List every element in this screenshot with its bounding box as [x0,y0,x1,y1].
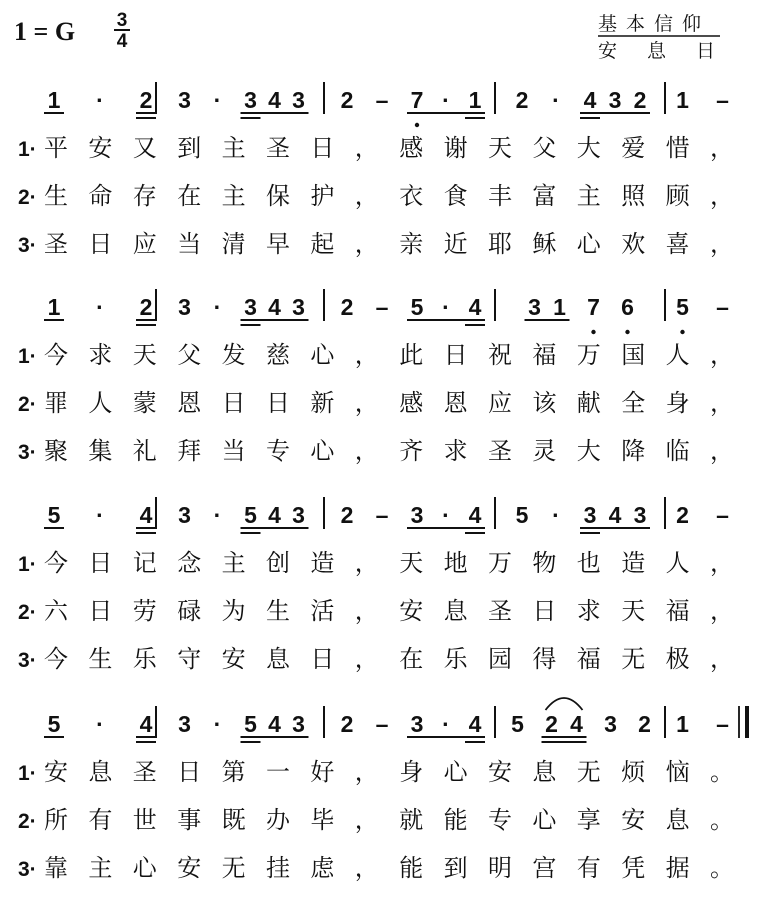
lyric-char: 人 [88,389,113,417]
lyric-char: ， [710,134,734,162]
note: 3 [292,87,305,113]
category-label: 基本信仰 [598,13,711,35]
lyric-char: 到 [177,134,202,162]
lyric-char: 丰 [488,182,512,210]
lyric-char: 身 [665,389,690,417]
lyric-char: 齐 [399,437,424,465]
lyric-char: 慈 [266,341,290,369]
lyric-char: 圣 [132,758,157,786]
lyric-char: 心 [310,437,335,465]
lyric-char: 息 [532,758,557,786]
lyric-char: 。 [710,854,734,882]
note: 1 [468,87,482,113]
lyric-char: 生 [266,597,290,625]
lyric-char: ， [354,134,379,162]
octave-down-dot [415,123,419,127]
lyric-char: 今 [44,645,68,673]
lyric-char: ， [354,230,379,258]
lyric-char: ， [354,437,379,465]
note: 2 [340,294,354,320]
lyric-char: 爱 [621,134,646,162]
sustain-dash: – [375,87,389,113]
lyric-char: 发 [221,341,246,369]
lyric-char: 天 [399,549,424,577]
lyric-char: 今 [44,341,68,369]
verse-number: 2· [18,186,37,209]
verse-number: 2· [18,810,37,833]
lyric-char: 谢 [443,134,468,162]
lyric-char: 罪 [44,389,68,417]
lyric-char: 圣 [488,597,512,625]
note: 3 [178,711,191,737]
lyric-char: 国 [621,341,646,369]
lyric-char: 献 [576,389,601,417]
lyric-char: 稣 [532,230,557,258]
note: 6 [621,294,634,320]
lyric-char: 六 [44,597,68,625]
lyric-char: 亲 [399,230,424,258]
note: 4 [268,87,281,113]
lyric-char: 宫 [532,854,557,882]
lyric-char: 父 [532,134,557,162]
sustain-dash: – [375,502,389,528]
lyric-char: 惜 [665,134,690,162]
note: 4 [268,294,281,320]
lyric-char: 世 [132,806,157,834]
lyric-char: 食 [443,182,468,210]
lyric-char: 碌 [177,597,202,625]
lyric-char: 无 [221,854,246,882]
verse-number: 3· [18,441,37,464]
lyric-char: 蒙 [132,389,157,417]
dot-augmentation: · [96,294,104,320]
lyric-char: 得 [532,645,557,673]
note: 3 [583,502,597,528]
lyric-char: 护 [310,182,335,210]
note: 5 [515,502,529,528]
lyric-char: 起 [310,230,335,258]
lyric-char: 到 [443,854,468,882]
lyric-char: 日 [310,134,335,162]
note: 4 [268,711,281,737]
note: 3 [244,294,257,320]
lyric-char: 乐 [443,645,468,673]
lyric-char: 享 [576,806,601,834]
verse-number: 1· [18,345,37,368]
note: 3 [292,711,305,737]
lyric-char: ， [710,341,734,369]
dot-augmentation: · [96,711,104,737]
lyric-char: 集 [88,437,113,465]
lyric-char: 日 [266,389,290,417]
sustain-dash: – [716,294,729,320]
lyric-char: 日 [88,230,113,258]
lyric-char: 心 [532,806,557,834]
lyric-char: 求 [443,437,468,465]
lyric-char: 。 [710,758,734,786]
lyric-char: 日 [443,341,468,369]
lyric-char: 毕 [310,806,335,834]
note: 3 [178,294,191,320]
lyric-char: 为 [221,597,246,625]
octave-down-dot [625,330,629,334]
lyric-char: 日 [177,758,202,786]
lyric-char: 圣 [488,437,512,465]
lyric-char: 恼 [665,758,690,786]
lyric-char: ， [710,549,734,577]
lyric-char: 平 [44,134,68,162]
lyric-char: 。 [710,806,734,834]
dot-augmentation: · [213,502,222,528]
lyric-char: 当 [221,437,246,465]
note: 5 [47,502,61,528]
lyric-char: 安 [177,854,202,882]
lyric-char: 无 [576,758,601,786]
lyric-char: 办 [266,806,290,834]
sustain-dash: – [375,711,389,737]
lyric-char: ， [354,341,379,369]
note: 4 [468,502,482,528]
lyric-char: 感 [399,134,424,162]
lyric-char: 大 [576,437,601,465]
lyric-char: 主 [221,182,246,210]
note: 5 [244,711,257,737]
lyric-char: 既 [221,806,246,834]
note: 3 [178,502,191,528]
sustain-dash: – [375,294,389,320]
lyric-char: 在 [399,645,424,673]
dot-augmentation: · [442,502,450,528]
lyric-char: ， [354,597,379,625]
lyric-char: 息 [665,806,690,834]
lyric-char: 日 [221,389,246,417]
lyric-char: 专 [266,437,290,465]
dot-augmentation: · [442,294,450,320]
lyric-char: 拜 [177,437,202,465]
lyric-char: ， [354,389,379,417]
lyric-char: 守 [177,645,202,673]
lyric-char: 大 [576,134,601,162]
lyric-char: 求 [88,341,113,369]
lyric-char: 身 [399,758,424,786]
note: 2 [340,87,354,113]
lyric-char: 能 [443,806,468,834]
lyric-char: 能 [399,854,424,882]
lyric-char: 近 [443,230,468,258]
lyric-char: 降 [621,437,646,465]
note: 3 [244,87,257,113]
lyric-char: 就 [399,806,424,834]
lyric-char: 日 [310,645,335,673]
time-signature-top: 3 [116,10,128,31]
dot-augmentation: · [96,87,104,113]
note: 1 [47,294,61,320]
lyric-char: 天 [488,134,512,162]
lyric-char: 耶 [488,230,512,258]
lyric-char: 靠 [44,854,68,882]
verse-number: 1· [18,762,37,785]
lyric-char: 今 [44,549,68,577]
lyric-char: 心 [576,230,601,258]
lyric-char: 应 [488,389,512,417]
lyric-char: 第 [221,758,246,786]
note: 3 [292,502,305,528]
lyric-char: ， [354,758,379,786]
sustain-dash: – [716,502,729,528]
verse-number: 3· [18,234,37,257]
note: 4 [468,711,482,737]
lyric-char: 园 [488,645,512,673]
note: 3 [604,711,617,737]
lyric-char: 记 [132,549,157,577]
lyric-char: 在 [177,182,202,210]
note: 2 [545,711,558,737]
lyric-char: ， [354,182,379,210]
lyric-char: ， [710,389,734,417]
lyric-char: ， [354,806,379,834]
lyric-char: 天 [132,341,157,369]
lyric-char: 挂 [266,854,290,882]
lyric-char: 此 [399,341,424,369]
lyric-char: 生 [44,182,68,210]
hymn-title: 安息日 [598,40,746,62]
lyric-char: 全 [621,389,646,417]
dot-augmentation: · [552,87,560,113]
lyric-char: 主 [221,549,246,577]
note: 4 [268,502,281,528]
lyric-char: ， [710,230,734,258]
key-signature: 1 = G [14,17,76,46]
lyric-char: 顾 [665,182,690,210]
lyric-char: 应 [132,230,157,258]
note: 3 [178,87,191,113]
lyric-char: 礼 [132,437,157,465]
lyric-char: 主 [576,182,601,210]
lyric-char: 好 [310,758,335,786]
note: 3 [292,294,305,320]
time-signature-bottom: 4 [116,31,128,52]
lyric-char: 圣 [44,230,68,258]
note: 2 [340,502,354,528]
verse-number: 3· [18,858,37,881]
note: 1 [47,87,61,113]
note: 1 [676,87,689,113]
verse-number: 1· [18,138,37,161]
slur-arc [546,698,583,710]
note: 3 [410,502,424,528]
lyric-char: 有 [88,806,113,834]
sustain-dash: – [716,711,729,737]
lyric-char: 息 [266,645,290,673]
lyric-char: 聚 [44,437,68,465]
lyric-char: 主 [221,134,246,162]
lyric-char: 喜 [665,230,690,258]
lyric-char: 安 [621,806,646,834]
lyric-char: ， [354,549,379,577]
lyric-char: ， [710,182,734,210]
note: 5 [244,502,257,528]
lyric-char: 人 [665,341,690,369]
lyric-char: 福 [576,645,601,673]
lyric-char: 造 [310,549,335,577]
octave-down-dot [591,330,595,334]
dot-augmentation: · [552,502,560,528]
note: 1 [553,294,566,320]
lyric-char: 心 [443,758,468,786]
note: 1 [676,711,689,737]
lyric-char: 安 [44,758,68,786]
lyric-char: 活 [310,597,335,625]
lyric-char: 照 [621,182,646,210]
note: 2 [139,294,153,320]
dot-augmentation: · [213,294,222,320]
sustain-dash: – [716,87,729,113]
lyric-char: 乐 [132,645,157,673]
dot-augmentation: · [442,711,450,737]
lyric-char: 也 [576,549,601,577]
lyric-char: 明 [488,854,512,882]
lyric-char: 人 [665,549,690,577]
lyric-char: 衣 [399,182,424,210]
lyric-char: 又 [132,134,157,162]
octave-down-dot [680,330,684,334]
lyric-char: 地 [443,549,468,577]
lyric-char: 息 [88,758,113,786]
dot-augmentation: · [96,502,104,528]
note: 5 [676,294,689,320]
lyric-char: 安 [221,645,246,673]
dot-augmentation: · [213,87,222,113]
lyric-char: 命 [88,182,113,210]
lyric-char: 事 [177,806,202,834]
lyric-char: 日 [88,597,113,625]
note: 4 [583,87,597,113]
note: 2 [515,87,529,113]
lyric-char: 极 [665,645,690,673]
note: 5 [410,294,424,320]
lyric-char: 万 [488,549,512,577]
note: 4 [139,711,153,737]
note: 7 [410,87,424,113]
lyric-char: 专 [488,806,512,834]
lyric-char: 祝 [488,341,512,369]
note: 3 [633,502,647,528]
lyric-char: 当 [177,230,202,258]
lyric-char: 欢 [621,230,646,258]
lyric-char: 创 [266,549,290,577]
note: 4 [468,294,482,320]
lyric-char: ， [710,597,734,625]
lyric-char: 早 [266,230,290,258]
note: 2 [340,711,354,737]
lyric-char: 日 [88,549,113,577]
lyric-char: 灵 [532,437,557,465]
verse-number: 1· [18,553,37,576]
lyric-char: 无 [621,645,646,673]
lyric-char: 凭 [621,854,646,882]
lyric-char: ， [710,645,734,673]
lyric-char: 万 [576,341,601,369]
lyric-char: 新 [310,389,335,417]
lyric-char: ， [354,645,379,673]
lyric-char: ， [710,437,734,465]
lyric-char: 物 [532,549,557,577]
note: 2 [676,502,689,528]
lyric-char: 感 [399,389,424,417]
lyric-char: 恩 [177,389,202,417]
lyric-char: 烦 [621,758,646,786]
lyric-char: 父 [177,341,202,369]
dot-augmentation: · [442,87,450,113]
lyric-char: 造 [621,549,646,577]
lyric-char: 虑 [310,854,335,882]
note: 2 [638,711,651,737]
note: 3 [410,711,424,737]
lyric-char: 念 [177,549,202,577]
note: 2 [139,87,153,113]
note: 7 [587,294,600,320]
verse-number: 2· [18,601,37,624]
note: 5 [511,711,524,737]
lyric-char: 富 [532,182,557,210]
lyric-char: ， [354,854,379,882]
lyric-char: 安 [399,597,424,625]
lyric-char: 该 [532,389,557,417]
note: 4 [139,502,153,528]
lyric-char: 福 [532,341,557,369]
lyric-char: 临 [665,437,690,465]
note: 4 [608,502,622,528]
lyric-char: 日 [532,597,557,625]
lyric-char: 据 [665,854,690,882]
lyric-char: 保 [266,182,290,210]
lyric-char: 心 [132,854,157,882]
note: 3 [528,294,541,320]
dot-augmentation: · [213,711,222,737]
lyric-char: 一 [266,758,290,786]
lyric-char: 清 [221,230,246,258]
verse-number: 3· [18,649,37,672]
lyric-char: 息 [443,597,468,625]
lyric-char: 安 [88,134,113,162]
lyric-char: 劳 [132,597,157,625]
music-body [18,82,747,882]
lyric-char: 天 [621,597,646,625]
lyric-char: 福 [665,597,690,625]
verse-number: 2· [18,393,37,416]
note: 3 [608,87,622,113]
lyric-char: 存 [132,182,157,210]
lyric-char: 恩 [443,389,468,417]
note: 5 [47,711,61,737]
lyric-char: 圣 [266,134,290,162]
lyric-char: 所 [44,806,68,834]
lyric-char: 安 [488,758,512,786]
lyric-char: 心 [310,341,335,369]
lyric-char: 有 [576,854,601,882]
note: 2 [633,87,647,113]
note: 4 [570,711,583,737]
lyric-char: 生 [88,645,113,673]
lyric-char: 求 [576,597,601,625]
lyric-char: 主 [88,854,113,882]
